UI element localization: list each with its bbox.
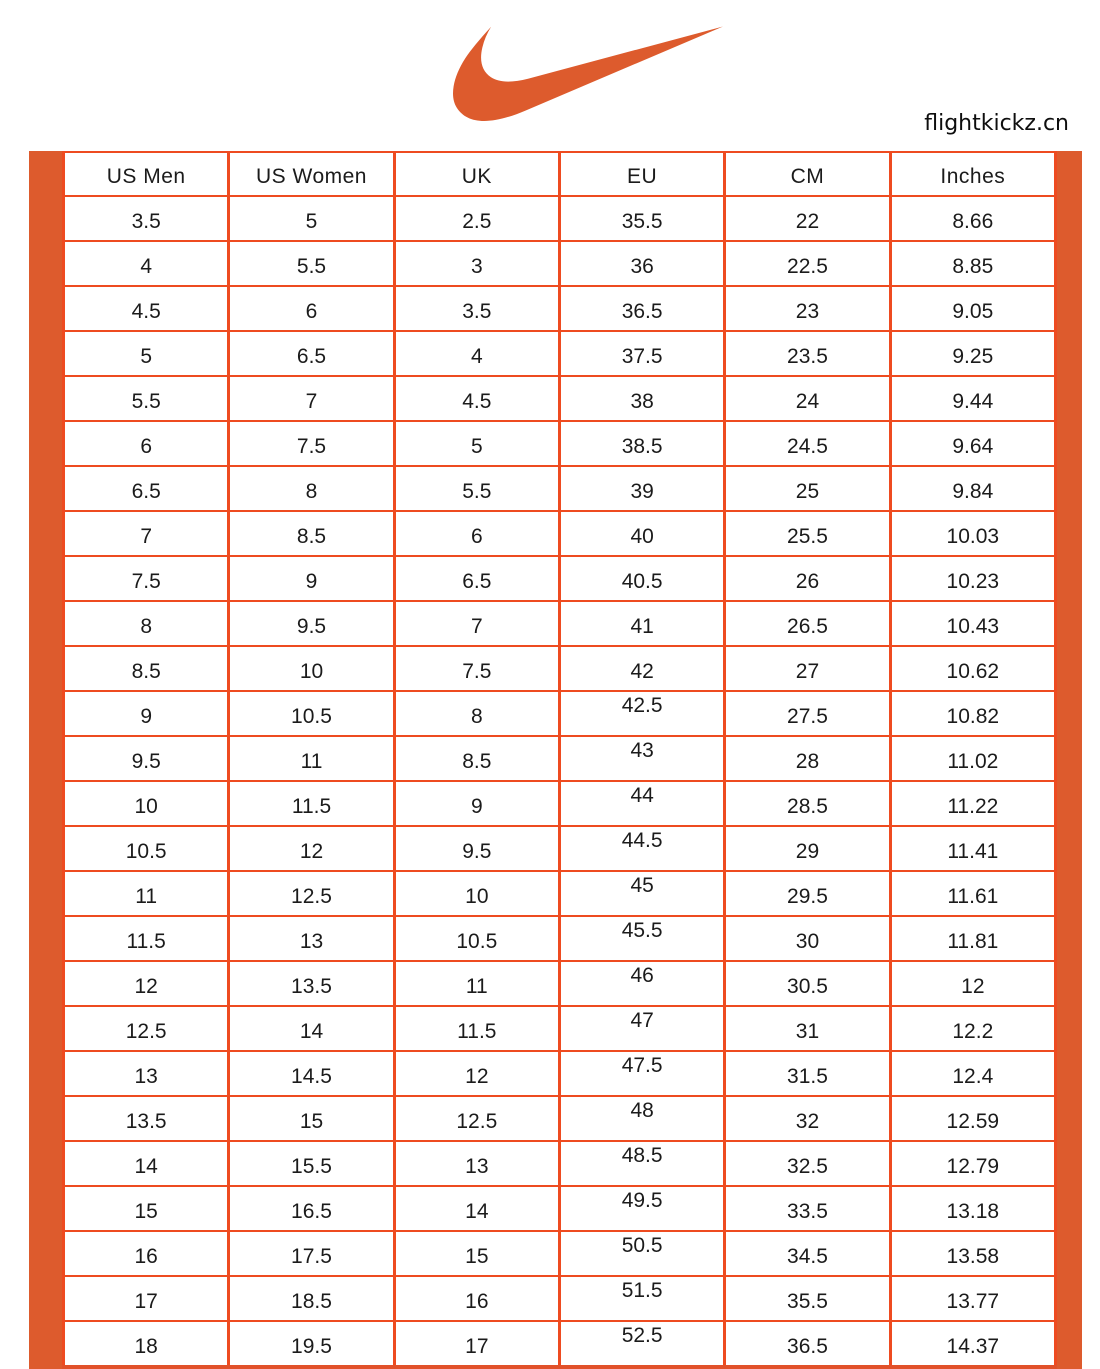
table-cell: 9 xyxy=(64,691,229,736)
table-cell: 44.5 xyxy=(559,826,724,871)
table-cell: 50.5 xyxy=(559,1231,724,1276)
table-row xyxy=(64,421,1056,466)
table-cell: 33.5 xyxy=(725,1186,890,1231)
table-row xyxy=(64,286,1056,331)
table-cell: 11.5 xyxy=(394,1006,559,1051)
table-cell: 12.5 xyxy=(229,871,394,916)
left-accent-bar xyxy=(29,151,62,1369)
table-cell: 30 xyxy=(725,916,890,961)
table-cell: 7 xyxy=(229,376,394,421)
table-cell: 25.5 xyxy=(725,511,890,556)
table-cell: 13.58 xyxy=(890,1231,1055,1276)
table-cell: 30.5 xyxy=(725,961,890,1006)
table-cell: 9.5 xyxy=(394,826,559,871)
table-row xyxy=(64,196,1056,241)
table-cell: 11.81 xyxy=(890,916,1055,961)
table-cell: 47.5 xyxy=(559,1051,724,1096)
column-header: US Men xyxy=(64,152,229,196)
table-row xyxy=(64,241,1056,286)
table-cell: 23.5 xyxy=(725,331,890,376)
table-cell: 36 xyxy=(559,241,724,286)
table-row xyxy=(64,736,1056,781)
table-cell: 18.5 xyxy=(229,1276,394,1321)
site-watermark: flightkickz.cn xyxy=(924,111,1069,136)
table-row xyxy=(64,331,1056,376)
table-cell: 47 xyxy=(559,1006,724,1051)
table-cell: 2.5 xyxy=(394,196,559,241)
table-cell: 24 xyxy=(725,376,890,421)
table-cell: 7 xyxy=(64,511,229,556)
table-cell: 5.5 xyxy=(64,376,229,421)
table-cell: 28.5 xyxy=(725,781,890,826)
table-row xyxy=(64,1051,1056,1096)
table-cell: 15 xyxy=(394,1231,559,1276)
table-cell: 45 xyxy=(559,871,724,916)
table-cell: 40.5 xyxy=(559,556,724,601)
table-row xyxy=(64,1096,1056,1141)
table-cell: 8.5 xyxy=(394,736,559,781)
table-cell: 9.5 xyxy=(229,601,394,646)
table-cell: 27 xyxy=(725,646,890,691)
table-cell: 7 xyxy=(394,601,559,646)
table-cell: 26.5 xyxy=(725,601,890,646)
table-cell: 11 xyxy=(229,736,394,781)
table-cell: 13.5 xyxy=(229,961,394,1006)
table-cell: 10.82 xyxy=(890,691,1055,736)
table-cell: 48.5 xyxy=(559,1141,724,1186)
table-cell: 8 xyxy=(229,466,394,511)
table-cell: 15 xyxy=(64,1186,229,1231)
table-cell: 9.05 xyxy=(890,286,1055,331)
table-row xyxy=(64,511,1056,556)
table-cell: 52.5 xyxy=(559,1321,724,1367)
table-cell: 7.5 xyxy=(394,646,559,691)
table-cell: 23 xyxy=(725,286,890,331)
table-cell: 16 xyxy=(394,1276,559,1321)
size-chart-table xyxy=(62,151,1057,1369)
table-cell: 8 xyxy=(64,601,229,646)
table-cell: 4.5 xyxy=(394,376,559,421)
size-chart-frame xyxy=(29,151,1082,1369)
table-cell: 38 xyxy=(559,376,724,421)
table-cell: 3.5 xyxy=(64,196,229,241)
table-cell: 11.5 xyxy=(229,781,394,826)
table-cell: 42 xyxy=(559,646,724,691)
table-cell: 11.61 xyxy=(890,871,1055,916)
table-cell: 35.5 xyxy=(559,196,724,241)
table-cell: 35.5 xyxy=(725,1276,890,1321)
table-row xyxy=(64,1141,1056,1186)
table-row xyxy=(64,376,1056,421)
table-cell: 6 xyxy=(64,421,229,466)
table-cell: 13.5 xyxy=(64,1096,229,1141)
table-cell: 6.5 xyxy=(64,466,229,511)
table-cell: 5 xyxy=(64,331,229,376)
table-cell: 10.23 xyxy=(890,556,1055,601)
table-row xyxy=(64,691,1056,736)
table-cell: 32.5 xyxy=(725,1141,890,1186)
table-cell: 42.5 xyxy=(559,691,724,736)
table-row xyxy=(64,961,1056,1006)
table-cell: 32 xyxy=(725,1096,890,1141)
table-cell: 12 xyxy=(229,826,394,871)
table-cell: 36.5 xyxy=(559,286,724,331)
table-cell: 31 xyxy=(725,1006,890,1051)
table-cell: 24.5 xyxy=(725,421,890,466)
table-row xyxy=(64,916,1056,961)
table-cell: 3 xyxy=(394,241,559,286)
table-cell: 5 xyxy=(229,196,394,241)
size-table-body xyxy=(64,196,1056,1367)
table-cell: 27.5 xyxy=(725,691,890,736)
table-cell: 10 xyxy=(64,781,229,826)
table-cell: 16 xyxy=(64,1231,229,1276)
table-cell: 8.66 xyxy=(890,196,1055,241)
table-cell: 8.5 xyxy=(229,511,394,556)
table-cell: 8 xyxy=(394,691,559,736)
table-cell: 11 xyxy=(64,871,229,916)
table-row xyxy=(64,646,1056,691)
right-accent-bar xyxy=(1057,151,1082,1369)
table-cell: 15 xyxy=(229,1096,394,1141)
table-cell: 12.2 xyxy=(890,1006,1055,1051)
table-cell: 11.5 xyxy=(64,916,229,961)
table-cell: 34.5 xyxy=(725,1231,890,1276)
table-cell: 8.85 xyxy=(890,241,1055,286)
table-row xyxy=(64,1276,1056,1321)
table-cell: 9.44 xyxy=(890,376,1055,421)
table-cell: 10.43 xyxy=(890,601,1055,646)
table-cell: 5.5 xyxy=(229,241,394,286)
table-cell: 31.5 xyxy=(725,1051,890,1096)
table-cell: 13 xyxy=(394,1141,559,1186)
column-header: Inches xyxy=(890,152,1055,196)
table-cell: 36.5 xyxy=(725,1321,890,1367)
table-cell: 13 xyxy=(64,1051,229,1096)
table-cell: 22 xyxy=(725,196,890,241)
table-cell: 43 xyxy=(559,736,724,781)
table-cell: 14 xyxy=(394,1186,559,1231)
table-cell: 4 xyxy=(394,331,559,376)
header-row xyxy=(64,152,1056,196)
table-cell: 8.5 xyxy=(64,646,229,691)
table-cell: 10 xyxy=(229,646,394,691)
table-cell: 19.5 xyxy=(229,1321,394,1367)
table-cell: 17.5 xyxy=(229,1231,394,1276)
table-cell: 12 xyxy=(64,961,229,1006)
table-row xyxy=(64,1006,1056,1051)
table-row xyxy=(64,601,1056,646)
table-row xyxy=(64,1321,1056,1367)
table-cell: 10.5 xyxy=(64,826,229,871)
table-row xyxy=(64,1231,1056,1276)
table-cell: 17 xyxy=(64,1276,229,1321)
table-cell: 6 xyxy=(229,286,394,331)
table-cell: 25 xyxy=(725,466,890,511)
table-cell: 39 xyxy=(559,466,724,511)
table-cell: 15.5 xyxy=(229,1141,394,1186)
table-cell: 12 xyxy=(890,961,1055,1006)
table-cell: 12.79 xyxy=(890,1141,1055,1186)
table-row xyxy=(64,1186,1056,1231)
table-cell: 9.84 xyxy=(890,466,1055,511)
table-cell: 28 xyxy=(725,736,890,781)
column-header: CM xyxy=(725,152,890,196)
table-cell: 11 xyxy=(394,961,559,1006)
table-cell: 14 xyxy=(229,1006,394,1051)
table-cell: 6.5 xyxy=(394,556,559,601)
table-cell: 17 xyxy=(394,1321,559,1367)
table-cell: 29.5 xyxy=(725,871,890,916)
table-cell: 14 xyxy=(64,1141,229,1186)
table-cell: 26 xyxy=(725,556,890,601)
table-cell: 38.5 xyxy=(559,421,724,466)
column-header: EU xyxy=(559,152,724,196)
table-cell: 9.5 xyxy=(64,736,229,781)
table-cell: 45.5 xyxy=(559,916,724,961)
table-cell: 12.5 xyxy=(64,1006,229,1051)
table-cell: 9 xyxy=(394,781,559,826)
table-cell: 13.18 xyxy=(890,1186,1055,1231)
table-row xyxy=(64,466,1056,511)
table-cell: 18 xyxy=(64,1321,229,1367)
table-cell: 41 xyxy=(559,601,724,646)
table-row xyxy=(64,871,1056,916)
table-cell: 46 xyxy=(559,961,724,1006)
table-cell: 11.22 xyxy=(890,781,1055,826)
table-row xyxy=(64,826,1056,871)
table-cell: 11.02 xyxy=(890,736,1055,781)
table-cell: 51.5 xyxy=(559,1276,724,1321)
table-cell: 6.5 xyxy=(229,331,394,376)
table-cell: 4.5 xyxy=(64,286,229,331)
table-cell: 4 xyxy=(64,241,229,286)
table-cell: 5.5 xyxy=(394,466,559,511)
table-cell: 44 xyxy=(559,781,724,826)
table-cell: 10.03 xyxy=(890,511,1055,556)
nike-swoosh-icon xyxy=(453,24,723,124)
table-cell: 29 xyxy=(725,826,890,871)
table-cell: 6 xyxy=(394,511,559,556)
table-cell: 3.5 xyxy=(394,286,559,331)
table-cell: 37.5 xyxy=(559,331,724,376)
table-cell: 13 xyxy=(229,916,394,961)
table-cell: 22.5 xyxy=(725,241,890,286)
table-cell: 13.77 xyxy=(890,1276,1055,1321)
table-cell: 10.5 xyxy=(229,691,394,736)
table-cell: 10.62 xyxy=(890,646,1055,691)
table-cell: 10 xyxy=(394,871,559,916)
table-cell: 12.5 xyxy=(394,1096,559,1141)
table-cell: 11.41 xyxy=(890,826,1055,871)
table-cell: 10.5 xyxy=(394,916,559,961)
table-cell: 40 xyxy=(559,511,724,556)
table-cell: 5 xyxy=(394,421,559,466)
table-cell: 12.4 xyxy=(890,1051,1055,1096)
table-cell: 9 xyxy=(229,556,394,601)
table-cell: 12.59 xyxy=(890,1096,1055,1141)
table-cell: 9.64 xyxy=(890,421,1055,466)
table-cell: 48 xyxy=(559,1096,724,1141)
table-cell: 9.25 xyxy=(890,331,1055,376)
table-row xyxy=(64,556,1056,601)
table-row xyxy=(64,781,1056,826)
table-cell: 49.5 xyxy=(559,1186,724,1231)
table-cell: 14.5 xyxy=(229,1051,394,1096)
table-cell: 16.5 xyxy=(229,1186,394,1231)
column-header: UK xyxy=(394,152,559,196)
table-cell: 14.37 xyxy=(890,1321,1055,1367)
column-header: US Women xyxy=(229,152,394,196)
table-cell: 7.5 xyxy=(64,556,229,601)
table-cell: 7.5 xyxy=(229,421,394,466)
table-cell: 12 xyxy=(394,1051,559,1096)
